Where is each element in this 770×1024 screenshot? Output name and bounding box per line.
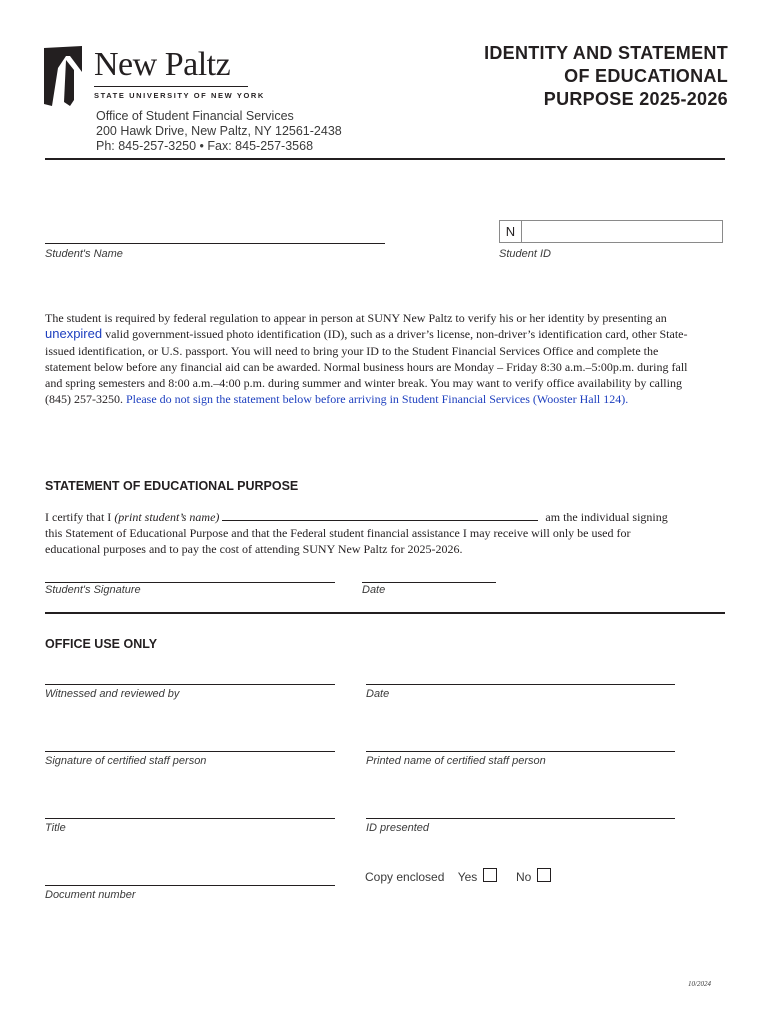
intro-text-2: valid government-issued photo identification (ID), such as a driver’s license, non-driver’s identification card, other State-issued identification, or U.S. passport. You will need to bring your ID to the Student Financial Services Office and complete the statement below before any financial aid can be awarded. Normal business hours are Monday – Friday 8:30 a.m.–5:00p.m. during fall and spring semesters and 8:00 a.m.–4:00 p.m. during summer and winter break. You may want to verify office availability by calling (845) 257-3250.	[45, 327, 688, 407]
office-date-field[interactable]	[366, 684, 675, 685]
office-use-heading: OFFICE USE ONLY	[45, 637, 158, 651]
student-signature-label: Student's Signature	[45, 584, 141, 596]
student-id-field[interactable]	[499, 220, 723, 243]
office-name: Office of Student Financial Services	[96, 109, 294, 123]
copy-enclosed-label: Copy enclosed	[365, 870, 445, 884]
document-number-field[interactable]	[45, 885, 335, 886]
yes-label: Yes	[457, 870, 478, 884]
statement-date-field[interactable]	[362, 582, 496, 583]
certify-suffix: am the individual signing	[545, 510, 668, 524]
certify-prefix: I certify that I	[45, 510, 112, 524]
yes-checkbox[interactable]	[483, 868, 497, 882]
title-field[interactable]	[45, 818, 335, 819]
intro-text-1: The student is required by federal regulation to appear in person at SUNY New Paltz to verify his or her identity by presenting an	[45, 311, 667, 325]
staff-printed-name-field[interactable]	[366, 751, 675, 752]
staff-signature-label: Signature of certified staff person	[45, 755, 207, 767]
intro-emphasis: unexpired	[45, 326, 103, 342]
statement-heading: STATEMENT OF EDUCATIONAL PURPOSE	[45, 479, 299, 493]
form-title-line-1: IDENTITY AND STATEMENT	[484, 43, 728, 63]
print-name-hint: (print student’s name)	[114, 510, 220, 524]
certify-body: this Statement of Educational Purpose and that the Federal student financial assistance I may receive will only be used for educational purposes and to pay the cost of attending SUNY New Paltz for 2025-2026.	[45, 526, 631, 556]
student-id-label: Student ID	[499, 248, 551, 260]
logo-name: New Paltz	[94, 46, 231, 83]
no-label: No	[516, 870, 532, 884]
university-logo	[44, 44, 265, 108]
office-address: 200 Hawk Drive, New Paltz, NY 12561-2438	[96, 124, 342, 138]
logo-rule	[94, 86, 248, 87]
statement-date-label: Date	[362, 584, 386, 596]
student-id-prefix-cell	[500, 221, 522, 242]
new-paltz-hawk-logo-icon	[44, 46, 84, 108]
staff-printed-name-label: Printed name of certified staff person	[366, 755, 546, 767]
staff-signature-field[interactable]	[45, 751, 335, 752]
no-checkbox[interactable]	[537, 868, 551, 882]
id-presented-field[interactable]	[366, 818, 675, 819]
print-name-field[interactable]	[222, 509, 538, 521]
witnessed-label: Witnessed and reviewed by	[45, 688, 180, 700]
form-title	[484, 42, 728, 111]
document-number-label: Document number	[45, 889, 136, 901]
copy-enclosed-row	[365, 870, 551, 884]
form-title-line-3: PURPOSE 2025-2026	[543, 89, 728, 109]
office-info	[96, 109, 342, 154]
statement-divider	[45, 612, 725, 614]
logo-subtitle: STATE UNIVERSITY OF NEW YORK	[94, 91, 265, 100]
office-date-label: Date	[366, 688, 390, 700]
office-contact: Ph: 845-257-3250 • Fax: 845-257-3568	[96, 139, 314, 153]
title-label: Title	[45, 822, 66, 834]
intro-warning: Please do not sign the statement below before arriving in Student Financial Services (Wooster Hall 124).	[126, 392, 629, 407]
intro-paragraph	[45, 310, 695, 408]
student-name-field[interactable]	[45, 243, 385, 244]
form-title-line-2: OF EDUCATIONAL	[564, 66, 728, 86]
certify-line	[45, 509, 695, 525]
student-name-label: Student's Name	[45, 248, 123, 260]
student-id-prefix: N	[505, 224, 516, 239]
header-divider	[45, 158, 725, 160]
witnessed-field[interactable]	[45, 684, 335, 685]
student-signature-field[interactable]	[45, 582, 335, 583]
form-revision-date: 10/2024	[688, 980, 711, 988]
id-presented-label: ID presented	[366, 822, 429, 834]
